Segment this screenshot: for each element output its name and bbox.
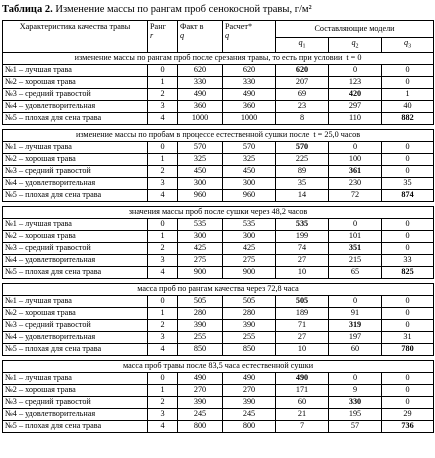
cell-q1: 10: [276, 266, 329, 278]
cell-q2: 330: [329, 396, 382, 408]
cell-q2: 9: [329, 384, 382, 396]
cell-q1: 27: [276, 254, 329, 266]
section-title: [3, 360, 434, 372]
cell-quality: №4 – удовлетворительная: [3, 331, 148, 343]
cell-q2: 0: [329, 141, 382, 153]
cell-rank: 2: [148, 165, 178, 177]
cell-rank: 3: [148, 408, 178, 420]
cell-q2: 100: [329, 153, 382, 165]
cell-quality: №5 – плохая для сена трава: [3, 189, 148, 201]
cell-fact: 1000: [178, 112, 223, 124]
cell-rank: 2: [148, 88, 178, 100]
cell-calc: 325: [223, 153, 276, 165]
cell-q3: 0: [382, 384, 434, 396]
cell-quality: №4 – удовлетворительная: [3, 177, 148, 189]
cell-q3: 874: [382, 189, 434, 201]
cell-rank: 4: [148, 266, 178, 278]
section-title-row: [3, 283, 434, 295]
cell-fact: 490: [178, 372, 223, 384]
cell-q1: 71: [276, 319, 329, 331]
cell-quality: №2 – хорошая трава: [3, 153, 148, 165]
cell-rank: 1: [148, 76, 178, 88]
header-fact: Факт в q: [178, 21, 223, 53]
cell-q3: 780: [382, 343, 434, 355]
table-row: [3, 295, 434, 307]
cell-calc: 270: [223, 384, 276, 396]
cell-quality: №1 – лучшая трава: [3, 372, 148, 384]
cell-calc: 275: [223, 254, 276, 266]
cell-q1: 171: [276, 384, 329, 396]
cell-q1: 505: [276, 295, 329, 307]
header-q3: $q_3$: [382, 38, 434, 53]
cell-quality: №3 – средний травостой: [3, 242, 148, 254]
cell-calc: 300: [223, 177, 276, 189]
section-title: [3, 283, 434, 295]
table-row: [3, 88, 434, 100]
cell-quality: №1 – лучшая трава: [3, 218, 148, 230]
cell-quality: №3 – средний травостой: [3, 88, 148, 100]
cell-calc: 850: [223, 343, 276, 355]
cell-q2: 0: [329, 372, 382, 384]
header-rank: Ранг r: [148, 21, 178, 53]
cell-q1: 74: [276, 242, 329, 254]
section-title-text: изменение массы по рангам проб после срезания травы, то есть при условии: [74, 53, 343, 63]
table-row: [3, 218, 434, 230]
cell-fact: 570: [178, 141, 223, 153]
cell-quality: №3 – средний травостой: [3, 319, 148, 331]
table-row: [3, 141, 434, 153]
cell-q1: 23: [276, 100, 329, 112]
header-q2: $q_2$: [329, 38, 382, 53]
cell-calc: 425: [223, 242, 276, 254]
section-title-text: изменение массы по пробам в процессе естественной сушки после: [75, 130, 310, 140]
cell-rank: 4: [148, 112, 178, 124]
table-row: [3, 230, 434, 242]
cell-quality: №2 – хорошая трава: [3, 76, 148, 88]
cell-fact: 850: [178, 343, 223, 355]
header-calc: Расчет* q: [223, 21, 276, 53]
section-title-row: [3, 129, 434, 141]
cell-q2: 420: [329, 88, 382, 100]
cell-q1: 535: [276, 218, 329, 230]
cell-q3: 0: [382, 319, 434, 331]
cell-quality: №1 – лучшая трава: [3, 64, 148, 76]
cell-calc: 800: [223, 420, 276, 432]
cell-q1: 21: [276, 408, 329, 420]
cell-q1: 14: [276, 189, 329, 201]
cell-quality: №5 – плохая для сена трава: [3, 112, 148, 124]
cell-q2: 110: [329, 112, 382, 124]
header-characteristic: Характеристика качества травы: [3, 21, 148, 53]
cell-quality: №5 – плохая для сена трава: [3, 420, 148, 432]
cell-fact: 300: [178, 230, 223, 242]
cell-fact: 330: [178, 76, 223, 88]
cell-q1: 225: [276, 153, 329, 165]
section-title-text: масса проб по рангам качества через 72,8 часа: [137, 284, 299, 294]
cell-q2: 0: [329, 64, 382, 76]
cell-q2: 319: [329, 319, 382, 331]
cell-q1: 490: [276, 372, 329, 384]
cell-q3: 0: [382, 295, 434, 307]
cell-fact: 255: [178, 331, 223, 343]
cell-q3: 40: [382, 100, 434, 112]
table-row: [3, 76, 434, 88]
cell-fact: 535: [178, 218, 223, 230]
cell-calc: 490: [223, 88, 276, 100]
cell-rank: 2: [148, 319, 178, 331]
cell-fact: 800: [178, 420, 223, 432]
cell-calc: 300: [223, 230, 276, 242]
cell-q2: 361: [329, 165, 382, 177]
table-row: [3, 319, 434, 331]
cell-q2: 195: [329, 408, 382, 420]
table-row: [3, 372, 434, 384]
cell-fact: 900: [178, 266, 223, 278]
cell-q1: 10: [276, 343, 329, 355]
cell-fact: 275: [178, 254, 223, 266]
cell-calc: 390: [223, 396, 276, 408]
cell-q1: 570: [276, 141, 329, 153]
cell-q2: 351: [329, 242, 382, 254]
cell-fact: 360: [178, 100, 223, 112]
cell-q3: 31: [382, 331, 434, 343]
cell-q2: 101: [329, 230, 382, 242]
cell-rank: 1: [148, 153, 178, 165]
section-title-condition: t = 25,0 часов: [313, 130, 361, 140]
cell-fact: 450: [178, 165, 223, 177]
cell-quality: №3 – средний травостой: [3, 396, 148, 408]
cell-q3: 0: [382, 396, 434, 408]
cell-q3: 0: [382, 230, 434, 242]
table-row: [3, 420, 434, 432]
cell-quality: №2 – хорошая трава: [3, 307, 148, 319]
cell-fact: 270: [178, 384, 223, 396]
cell-q1: 7: [276, 420, 329, 432]
cell-rank: 4: [148, 343, 178, 355]
cell-quality: №1 – лучшая трава: [3, 141, 148, 153]
table-caption: [2, 1, 433, 19]
cell-q3: 0: [382, 141, 434, 153]
cell-q3: 825: [382, 266, 434, 278]
cell-calc: 505: [223, 295, 276, 307]
cell-rank: 4: [148, 420, 178, 432]
cell-quality: №2 – хорошая трава: [3, 230, 148, 242]
cell-q1: 189: [276, 307, 329, 319]
cell-calc: 255: [223, 331, 276, 343]
cell-fact: 620: [178, 64, 223, 76]
table-row: [3, 266, 434, 278]
cell-fact: 245: [178, 408, 223, 420]
cell-calc: 360: [223, 100, 276, 112]
cell-q1: 207: [276, 76, 329, 88]
cell-q1: 199: [276, 230, 329, 242]
cell-rank: 0: [148, 295, 178, 307]
header-row: [3, 21, 434, 38]
cell-q1: 69: [276, 88, 329, 100]
cell-q2: 91: [329, 307, 382, 319]
section-title: [3, 52, 434, 64]
table-row: [3, 242, 434, 254]
section-title-text: значения массы проб после сушки через 48,2 часов: [128, 207, 308, 217]
cell-q3: 33: [382, 254, 434, 266]
table-row: [3, 384, 434, 396]
cell-q2: 197: [329, 331, 382, 343]
cell-q3: 0: [382, 165, 434, 177]
cell-quality: №5 – плохая для сена трава: [3, 343, 148, 355]
cell-rank: 0: [148, 218, 178, 230]
cell-calc: 620: [223, 64, 276, 76]
cell-q3: 0: [382, 372, 434, 384]
cell-calc: 570: [223, 141, 276, 153]
cell-q3: 736: [382, 420, 434, 432]
table-row: [3, 331, 434, 343]
section-title-row: [3, 360, 434, 372]
cell-calc: 390: [223, 319, 276, 331]
cell-q3: 0: [382, 242, 434, 254]
data-table: [2, 20, 434, 433]
table-row: [3, 153, 434, 165]
cell-q1: 27: [276, 331, 329, 343]
cell-fact: 425: [178, 242, 223, 254]
table-title: Изменение массы по рангам проб сенокосной травы, г/м²: [55, 4, 312, 15]
cell-rank: 3: [148, 331, 178, 343]
table-row: [3, 112, 434, 124]
cell-fact: 280: [178, 307, 223, 319]
cell-q2: 0: [329, 218, 382, 230]
cell-quality: №1 – лучшая трава: [3, 295, 148, 307]
cell-q2: 65: [329, 266, 382, 278]
cell-fact: 960: [178, 189, 223, 201]
cell-calc: 245: [223, 408, 276, 420]
cell-fact: 390: [178, 319, 223, 331]
cell-rank: 0: [148, 372, 178, 384]
cell-q1: 35: [276, 177, 329, 189]
cell-fact: 505: [178, 295, 223, 307]
cell-calc: 450: [223, 165, 276, 177]
cell-calc: 535: [223, 218, 276, 230]
cell-q3: 0: [382, 64, 434, 76]
cell-calc: 490: [223, 372, 276, 384]
cell-fact: 300: [178, 177, 223, 189]
cell-q3: 0: [382, 76, 434, 88]
section-title-text: масса проб травы после 83,5 часа естественной сушки: [122, 361, 314, 371]
table-row: [3, 100, 434, 112]
cell-rank: 0: [148, 64, 178, 76]
cell-q2: 0: [329, 295, 382, 307]
section-title: [3, 129, 434, 141]
cell-rank: 4: [148, 189, 178, 201]
cell-calc: 900: [223, 266, 276, 278]
table-row: [3, 254, 434, 266]
section-title-row: [3, 52, 434, 64]
header-model: Составляющие модели: [276, 21, 434, 38]
table-row: [3, 343, 434, 355]
cell-rank: 3: [148, 100, 178, 112]
cell-q3: 1: [382, 88, 434, 100]
cell-quality: №4 – удовлетворительная: [3, 100, 148, 112]
cell-q2: 57: [329, 420, 382, 432]
cell-calc: 330: [223, 76, 276, 88]
section-title-condition: t = 0: [346, 53, 362, 63]
cell-quality: №2 – хорошая трава: [3, 384, 148, 396]
cell-rank: 1: [148, 307, 178, 319]
cell-q1: 620: [276, 64, 329, 76]
table-row: [3, 165, 434, 177]
table-row: [3, 396, 434, 408]
cell-fact: 490: [178, 88, 223, 100]
cell-q2: 230: [329, 177, 382, 189]
cell-rank: 3: [148, 177, 178, 189]
table-row: [3, 189, 434, 201]
cell-calc: 1000: [223, 112, 276, 124]
cell-quality: №4 – удовлетворительная: [3, 408, 148, 420]
table-row: [3, 307, 434, 319]
table-row: [3, 408, 434, 420]
cell-rank: 0: [148, 141, 178, 153]
cell-q1: 89: [276, 165, 329, 177]
header-q1: $q_1$: [276, 38, 329, 53]
cell-quality: №3 – средний травостой: [3, 165, 148, 177]
cell-q3: 29: [382, 408, 434, 420]
cell-q2: 297: [329, 100, 382, 112]
cell-q3: 0: [382, 153, 434, 165]
cell-rank: 2: [148, 242, 178, 254]
cell-quality: №4 – удовлетворительная: [3, 254, 148, 266]
table-row: [3, 177, 434, 189]
cell-fact: 325: [178, 153, 223, 165]
cell-q1: 60: [276, 396, 329, 408]
cell-rank: 2: [148, 396, 178, 408]
cell-q2: 123: [329, 76, 382, 88]
cell-q1: 8: [276, 112, 329, 124]
cell-quality: №5 – плохая для сена трава: [3, 266, 148, 278]
cell-q2: 60: [329, 343, 382, 355]
cell-rank: 3: [148, 254, 178, 266]
cell-q3: 0: [382, 307, 434, 319]
cell-rank: 1: [148, 230, 178, 242]
table-number: Таблица 2.: [2, 4, 53, 15]
cell-q3: 882: [382, 112, 434, 124]
cell-q3: 35: [382, 177, 434, 189]
cell-fact: 390: [178, 396, 223, 408]
cell-calc: 280: [223, 307, 276, 319]
cell-rank: 1: [148, 384, 178, 396]
cell-q2: 72: [329, 189, 382, 201]
section-title-row: [3, 206, 434, 218]
cell-calc: 960: [223, 189, 276, 201]
cell-q2: 215: [329, 254, 382, 266]
table-row: [3, 64, 434, 76]
section-title: [3, 206, 434, 218]
cell-q3: 0: [382, 218, 434, 230]
